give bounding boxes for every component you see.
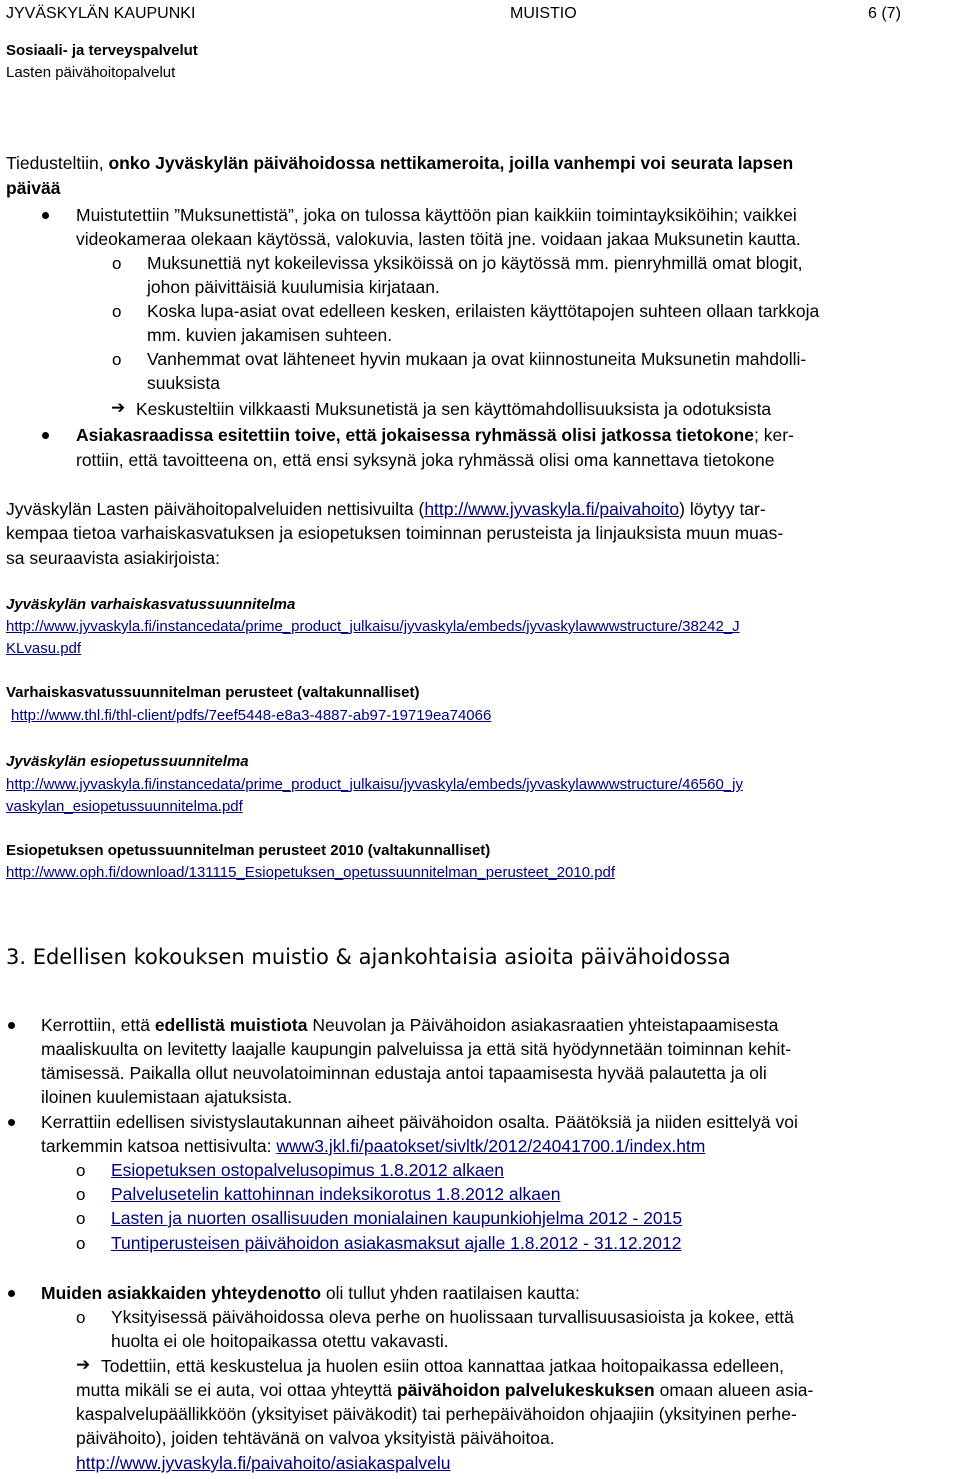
circle-bullet-icon: o <box>76 1308 86 1327</box>
bullet-text: Kerrattiin edellisen sivistyslautakunnan aiheet päivähoidon osalta. Päätöksiä ja niiden esittelyä voi <box>41 1112 798 1132</box>
arrow-text: päivähoito), joiden tehtävänä on valvoa yksityistä päivähoitoa. <box>76 1428 555 1448</box>
doc-link[interactable]: http://www.oph.fi/download/131115_Esiopetuksen_opetussuunnitelman_perusteet_2010.pdf <box>6 864 616 881</box>
circle-bullet-icon: o <box>76 1234 86 1253</box>
arrow-text: Todettiin, että keskustelua ja huolen esiin ottoa kannattaa jatkaa hoitopaikassa edelleen, <box>101 1356 784 1376</box>
sub-bullet-text: mm. kuvien jakamisen suhteen. <box>147 325 393 345</box>
intro-line: Tiedusteltiin, onko Jyväskylän päivähoidossa nettikameroita, joilla vanhempi voi seurata lapsen <box>6 153 794 173</box>
doc-type: MUISTIO <box>510 5 577 22</box>
circle-bullet-icon: o <box>76 1209 86 1228</box>
decision-link[interactable]: Tuntiperusteisen päivähoidon asiakasmaksut ajalle 1.8.2012 - 31.12.2012 <box>111 1233 682 1253</box>
arrow-text: mutta mikäli se ei auta, voi ottaa yhteyttä päivähoidon palvelukeskuksen omaan alueen asia- <box>76 1380 814 1400</box>
paivahoito-link[interactable]: http://www.jyvaskyla.fi/paivahoito <box>424 499 680 519</box>
para-line: Jyväskylän Lasten päivähoitopalveluiden nettisivuilta (http://www.jyvaskyla.fi/paivahoito) löytyy tar- <box>6 499 766 519</box>
arrow-text: kaspalvelupäällikköön (yksityiset päiväkodit) tai perhepäivähoidon ohjaajiin (yksityinen perhe- <box>76 1404 797 1424</box>
arrow-right-icon: ➔ <box>76 1355 91 1374</box>
decision-link[interactable]: Palvelusetelin kattohinnan indeksikorotus 1.8.2012 alkaen <box>111 1184 561 1204</box>
bullet-icon <box>8 1290 15 1297</box>
doc-title: Jyväskylän varhaiskasvatussuunnitelma <box>6 596 296 613</box>
org-name: JYVÄSKYLÄN KAUPUNKI <box>6 5 196 22</box>
asiakaspalvelu-link[interactable]: http://www.jyvaskyla.fi/paivahoito/asiakaspalvelu <box>76 1453 451 1473</box>
bullet-text: iloinen kuulemistaan ajatuksista. <box>41 1087 292 1107</box>
circle-bullet-icon: o <box>112 350 122 369</box>
bullet-icon <box>42 212 49 219</box>
bullet-text: maaliskuulta on levitetty laajalle kaupungin palveluissa ja että sitä hyödynnetään toiminnan kehit- <box>41 1039 792 1059</box>
intro-line-2: päivää <box>6 178 61 198</box>
doc-link[interactable]: http://www.jyvaskyla.fi/instancedata/prime_product_julkaisu/jyvaskyla/embeds/jyvaskylawwwstructure/38242_J <box>6 618 740 635</box>
arrow-right-icon: ➔ <box>111 398 126 417</box>
bullet-text: Muiden asiakkaiden yhteydenotto oli tullut yhden raatilaisen kautta: <box>41 1283 580 1303</box>
circle-bullet-icon: o <box>76 1161 86 1180</box>
circle-bullet-icon: o <box>112 302 122 321</box>
circle-bullet-icon: o <box>76 1185 86 1204</box>
doc-title: Esiopetuksen opetussuunnitelman perusteet 2010 (valtakunnalliset) <box>6 842 491 859</box>
doc-title: Varhaiskasvatussuunnitelman perusteet (valtakunnalliset) <box>6 684 420 701</box>
page-number: 6 (7) <box>868 5 901 22</box>
arrow-text: Keskusteltiin vilkkaasti Muksunetistä ja sen käyttömahdollisuuksista ja odotuksista <box>136 399 772 419</box>
doc-link[interactable]: http://www.thl.fi/thl-client/pdfs/7eef5448-e8a3-4887-ab97-19719ea74066 <box>11 707 492 724</box>
bullet-text: rottiin, että tavoitteena on, että ensi syksynä joka ryhmässä olisi oma kannettava tietokone <box>76 450 775 470</box>
sub-bullet-text: Yksityisessä päivähoidossa oleva perhe on huolissaan turvallisuusasioista ja kokee, että <box>111 1307 794 1327</box>
sub-bullet-text: johon päivittäisiä kuulumisia kirjataan. <box>147 277 440 297</box>
bullet-icon <box>8 1119 15 1126</box>
unit: Lasten päivähoitopalvelut <box>6 64 176 81</box>
paatokset-link[interactable]: www3.jkl.fi/paatokset/sivltk/2012/24041700.1/index.htm <box>276 1136 706 1156</box>
sub-bullet-text: Muksunettiä nyt kokeilevissa yksiköissä on jo käytössä mm. pienryhmillä omat blogit, <box>147 253 803 273</box>
bullet-icon <box>8 1022 15 1029</box>
para-line: kempaa tietoa varhaiskasvatuksen ja esiopetuksen toiminnan perusteista ja linjauksista muun muas- <box>6 523 784 543</box>
department: Sosiaali- ja terveyspalvelut <box>6 42 198 59</box>
sub-bullet-text: suuksista <box>147 373 220 393</box>
circle-bullet-icon: o <box>112 254 122 273</box>
bullet-text: Muistutettiin ”Muksunettistä”, joka on tulossa käyttöön pian kaikkiin toimintayksiköihin; vaikkei <box>76 205 797 225</box>
bullet-text: tämisessä. Paikalla ollut neuvolatoiminnan edustaja antoi tapaamisesta hyvää palautetta ja oli <box>41 1063 767 1083</box>
decision-link[interactable]: Lasten ja nuorten osallisuuden monialainen kaupunkiohjelma 2012 - 2015 <box>111 1208 683 1228</box>
doc-link[interactable]: http://www.jyvaskyla.fi/instancedata/prime_product_julkaisu/jyvaskyla/embeds/jyvaskylawwwstructure/46560_jy <box>6 776 743 793</box>
bullet-icon <box>42 432 49 439</box>
bullet-text: Asiakasraadissa esitettiin toive, että jokaisessa ryhmässä olisi jatkossa tietokone; ker- <box>76 425 794 445</box>
doc-link[interactable]: vaskylan_esiopetussuunnitelma.pdf <box>6 798 243 815</box>
bullet-text: tarkemmin katsoa nettisivulta: www3.jkl.fi/paatokset/sivltk/2012/24041700.1/index.htm <box>41 1136 706 1156</box>
decision-link[interactable]: Esiopetuksen ostopalvelusopimus 1.8.2012 alkaen <box>111 1160 505 1180</box>
sub-bullet-text: Vanhemmat ovat lähteneet hyvin mukaan ja ovat kiinnostuneita Muksunetin mahdolli- <box>147 349 807 369</box>
section-heading: 3. Edellisen kokouksen muistio & ajankohtaisia asioita päivähoidossa <box>6 945 731 969</box>
sub-bullet-text: Koska lupa-asiat ovat edelleen kesken, erilaisten käyttötapojen suhteen ollaan tarkkoja <box>147 301 820 321</box>
para-line: sa seuraavista asiakirjoista: <box>6 548 220 568</box>
bullet-text: Kerrottiin, että edellistä muistiota Neuvolan ja Päivähoidon asiakasraatien yhteistapaamisesta <box>41 1015 779 1035</box>
doc-link[interactable]: KLvasu.pdf <box>6 640 82 657</box>
sub-bullet-text: huolta ei ole hoitopaikassa otettu vakavasti. <box>111 1331 449 1351</box>
bullet-text: videokameraa olekaan käytössä, valokuvia, lasten töitä jne. voidaan jakaa Muksunetin kautta. <box>76 229 801 249</box>
doc-title: Jyväskylän esiopetussuunnitelma <box>6 753 249 770</box>
